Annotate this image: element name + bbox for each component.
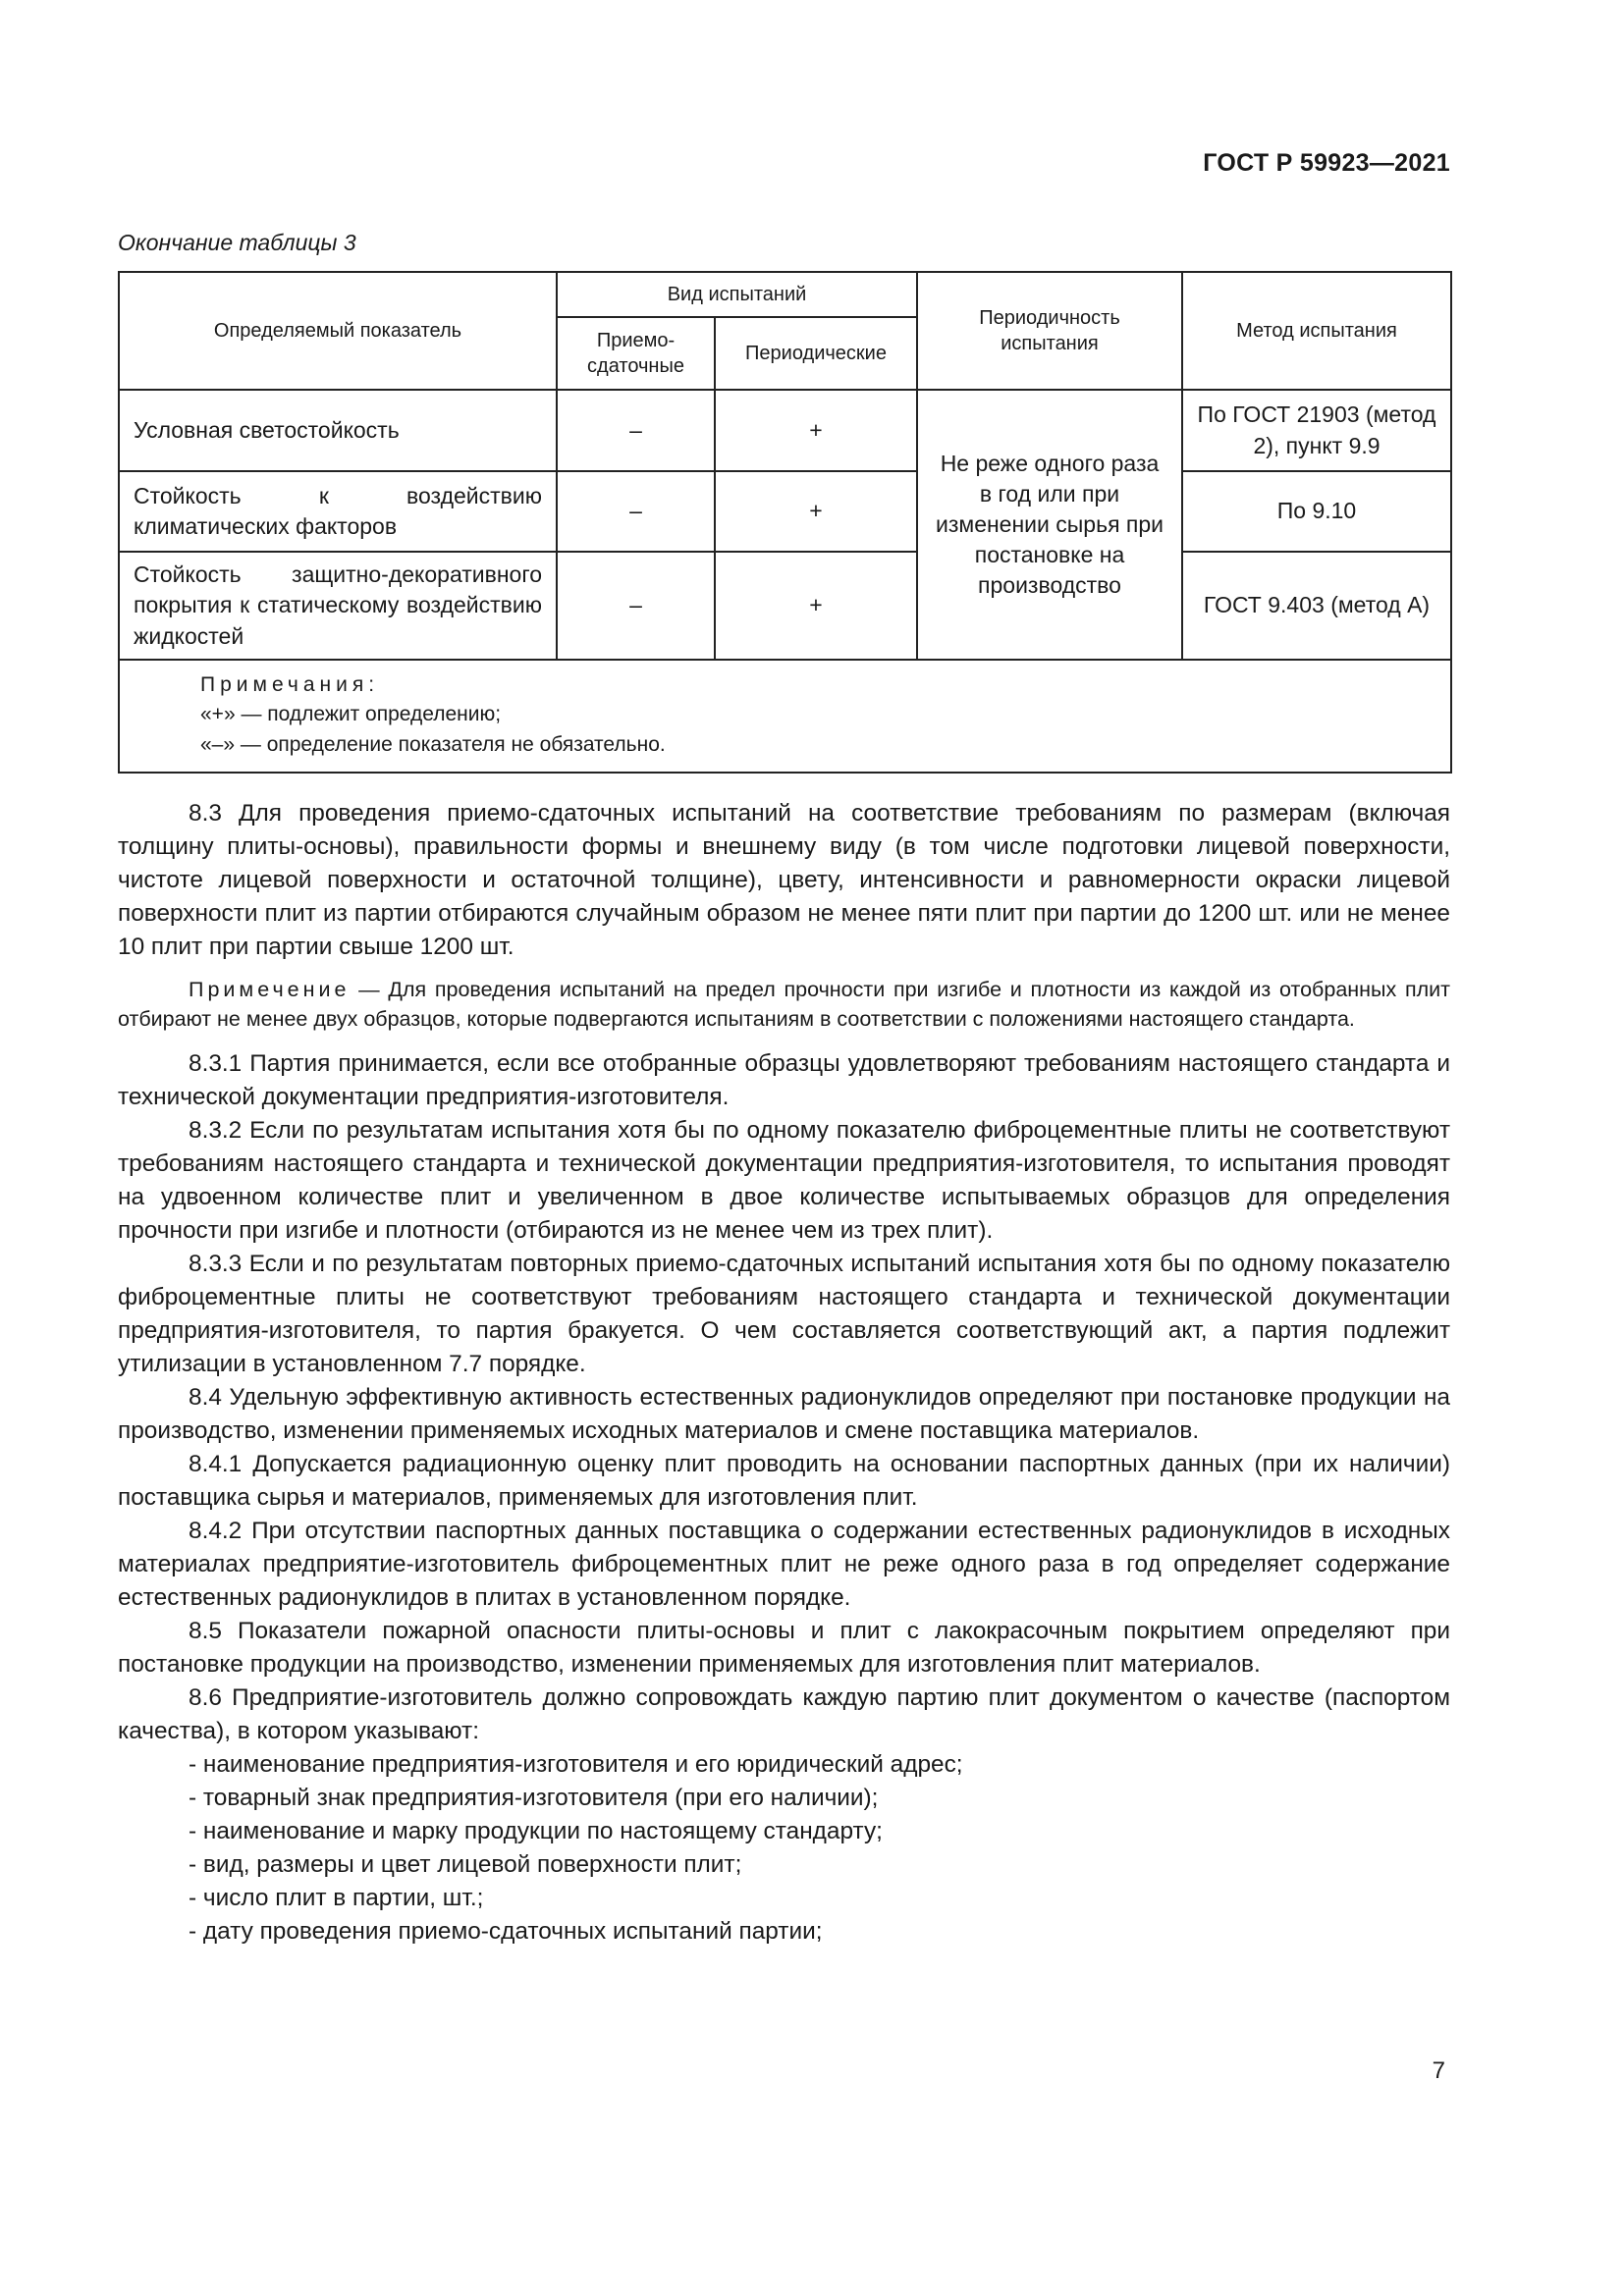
note-label: Примечение [189,978,351,1001]
row-acceptance: – [557,390,715,471]
list-item: - наименование предприятия-изготовителя и его юридический адрес; [189,1751,963,1778]
header-indicator: Определяемый показатель [119,272,557,390]
notes-title: Примечания: [200,673,380,696]
row-periodic: + [715,390,917,471]
paragraph-8-6: 8.6 Предприятие-изготовитель должно сопровождать каждую партию плит документом о качестве (паспортом качества), в котором указывают: [118,1684,1450,1744]
paragraph-8-5: 8.5 Показатели пожарной опасности плиты-основы и плит с лакокрасочным покрытием определяют при постановке продукции на производство, изменении применяемых для изготовления плит материалов. [118,1618,1450,1678]
row-indicator: Условная светостойкость [119,390,557,471]
table-row [119,552,1451,660]
row-periodic: + [715,471,917,552]
paragraph-8-4-2: 8.4.2 При отсутствии паспортных данных поставщика о содержании естественных радионуклидов в исходных материалах предприятие-изготовитель фиброцементных плит не реже одного раза в год определяет содержание естественных радионуклидов в плитах в установленном порядке. [118,1518,1450,1611]
table-caption: Окончание таблицы 3 [118,230,356,255]
paragraph-8-3-2: 8.3.2 Если по результатам испытания хотя бы по одному показателю фиброцементные плиты не соответствуют требованиям настоящего стандарта и технической документации предприятия-изготовителя, то испытания проводят на удвоенном количестве плит и увеличенном в двое количестве испытываемых образцов для определения прочности при изгибе и плотности (отбираются из не менее чем из трех плит). [118,1117,1450,1244]
header-periodicity: Периодичность испытания [917,272,1182,390]
note-paragraph [118,976,1450,1034]
note-item: «+» — подлежит определению; [200,703,502,726]
row-method: По ГОСТ 21903 (метод 2), пункт 9.9 [1182,390,1451,471]
standard-code: ГОСТ Р 59923—2021 [1203,149,1450,177]
paragraph-8-4-1: 8.4.1 Допускается радиационную оценку плит проводить на основании паспортных данных (при их наличии) поставщика сырья и материалов, применяемых для изготовления плит. [118,1451,1450,1511]
table-row [119,390,1451,471]
periodicity-cell: Не реже одного раза в год или при изменении сырья при постановке на производство [917,390,1182,660]
paragraph-8-3-3: 8.3.3 Если и по результатам повторных приемо-сдаточных испытаний испытания хотя бы по одному показателю фиброцементные плиты не соответствуют требованиям настоящего стандарта и технической документации предприятия-изготовителя, то партия бракуется. О чем составляется соответствующий акт, а партия подлежит утилизации в установленном 7.7 порядке. [118,1251,1450,1377]
test-table [118,271,1452,774]
row-method: ГОСТ 9.403 (метод А) [1182,552,1451,660]
header-acceptance: Приемо-сдаточные [557,317,715,390]
header-test-type: Вид испытаний [557,272,917,317]
row-method: По 9.10 [1182,471,1451,552]
list-item: - вид, размеры и цвет лицевой поверхности плит; [189,1851,742,1878]
paragraph-8-3-1: 8.3.1 Партия принимается, если все отобранные образцы удовлетворяют требованиям настоящего стандарта и технической документации предприятия-изготовителя. [118,1050,1450,1110]
body-text [118,797,1450,1949]
list-item: - наименование и марку продукции по настоящему стандарту; [189,1818,883,1844]
row-periodic: + [715,552,917,660]
header-periodic: Периодические [715,317,917,390]
note-item: «–» — определение показателя не обязательно. [200,732,666,756]
page-number: 7 [1432,2057,1445,2084]
list-item: - дату проведения приемо-сдаточных испытаний партии; [189,1918,823,1945]
list-item: - товарный знак предприятия-изготовителя (при его наличии); [189,1785,879,1811]
table-row [119,471,1451,552]
header-method: Метод испытания [1182,272,1451,390]
notes-cell [119,660,1451,773]
row-indicator: Стойкость защитно-декоративного покрытия к статическому воздействию жидкостей [119,552,557,660]
note-text: — Для проведения испытаний на предел прочности при изгибе и плотности из каждой из отобранных плит отбирают не менее двух образцов, которые подвергаются испытаниям в соответствии с положениями настоящего стандарта. [118,978,1450,1031]
paragraph-8-3: 8.3 Для проведения приемо-сдаточных испытаний на соответствие требованиям по размерам (включая толщину плиты-основы), правильности формы и внешнему виду (в том числе подготовки лицевой поверхности, чистоте лицевой поверхности и остаточной толщине), цвету, интенсивности и равномерности окраски лицевой поверхности плит из партии отбираются случайным образом не менее пяти плит при партии до 1200 шт. или не менее 10 плит при партии свыше 1200 шт. [118,800,1450,960]
row-acceptance: – [557,552,715,660]
list-item: - число плит в партии, шт.; [189,1885,484,1911]
notes-row [119,660,1451,773]
row-indicator: Стойкость к воздействию климатических факторов [119,471,557,552]
paragraph-8-4: 8.4 Удельную эффективную активность естественных радионуклидов определяют при постановке продукции на производство, изменении применяемых исходных материалов и смене поставщика материалов. [118,1384,1450,1444]
row-acceptance: – [557,471,715,552]
